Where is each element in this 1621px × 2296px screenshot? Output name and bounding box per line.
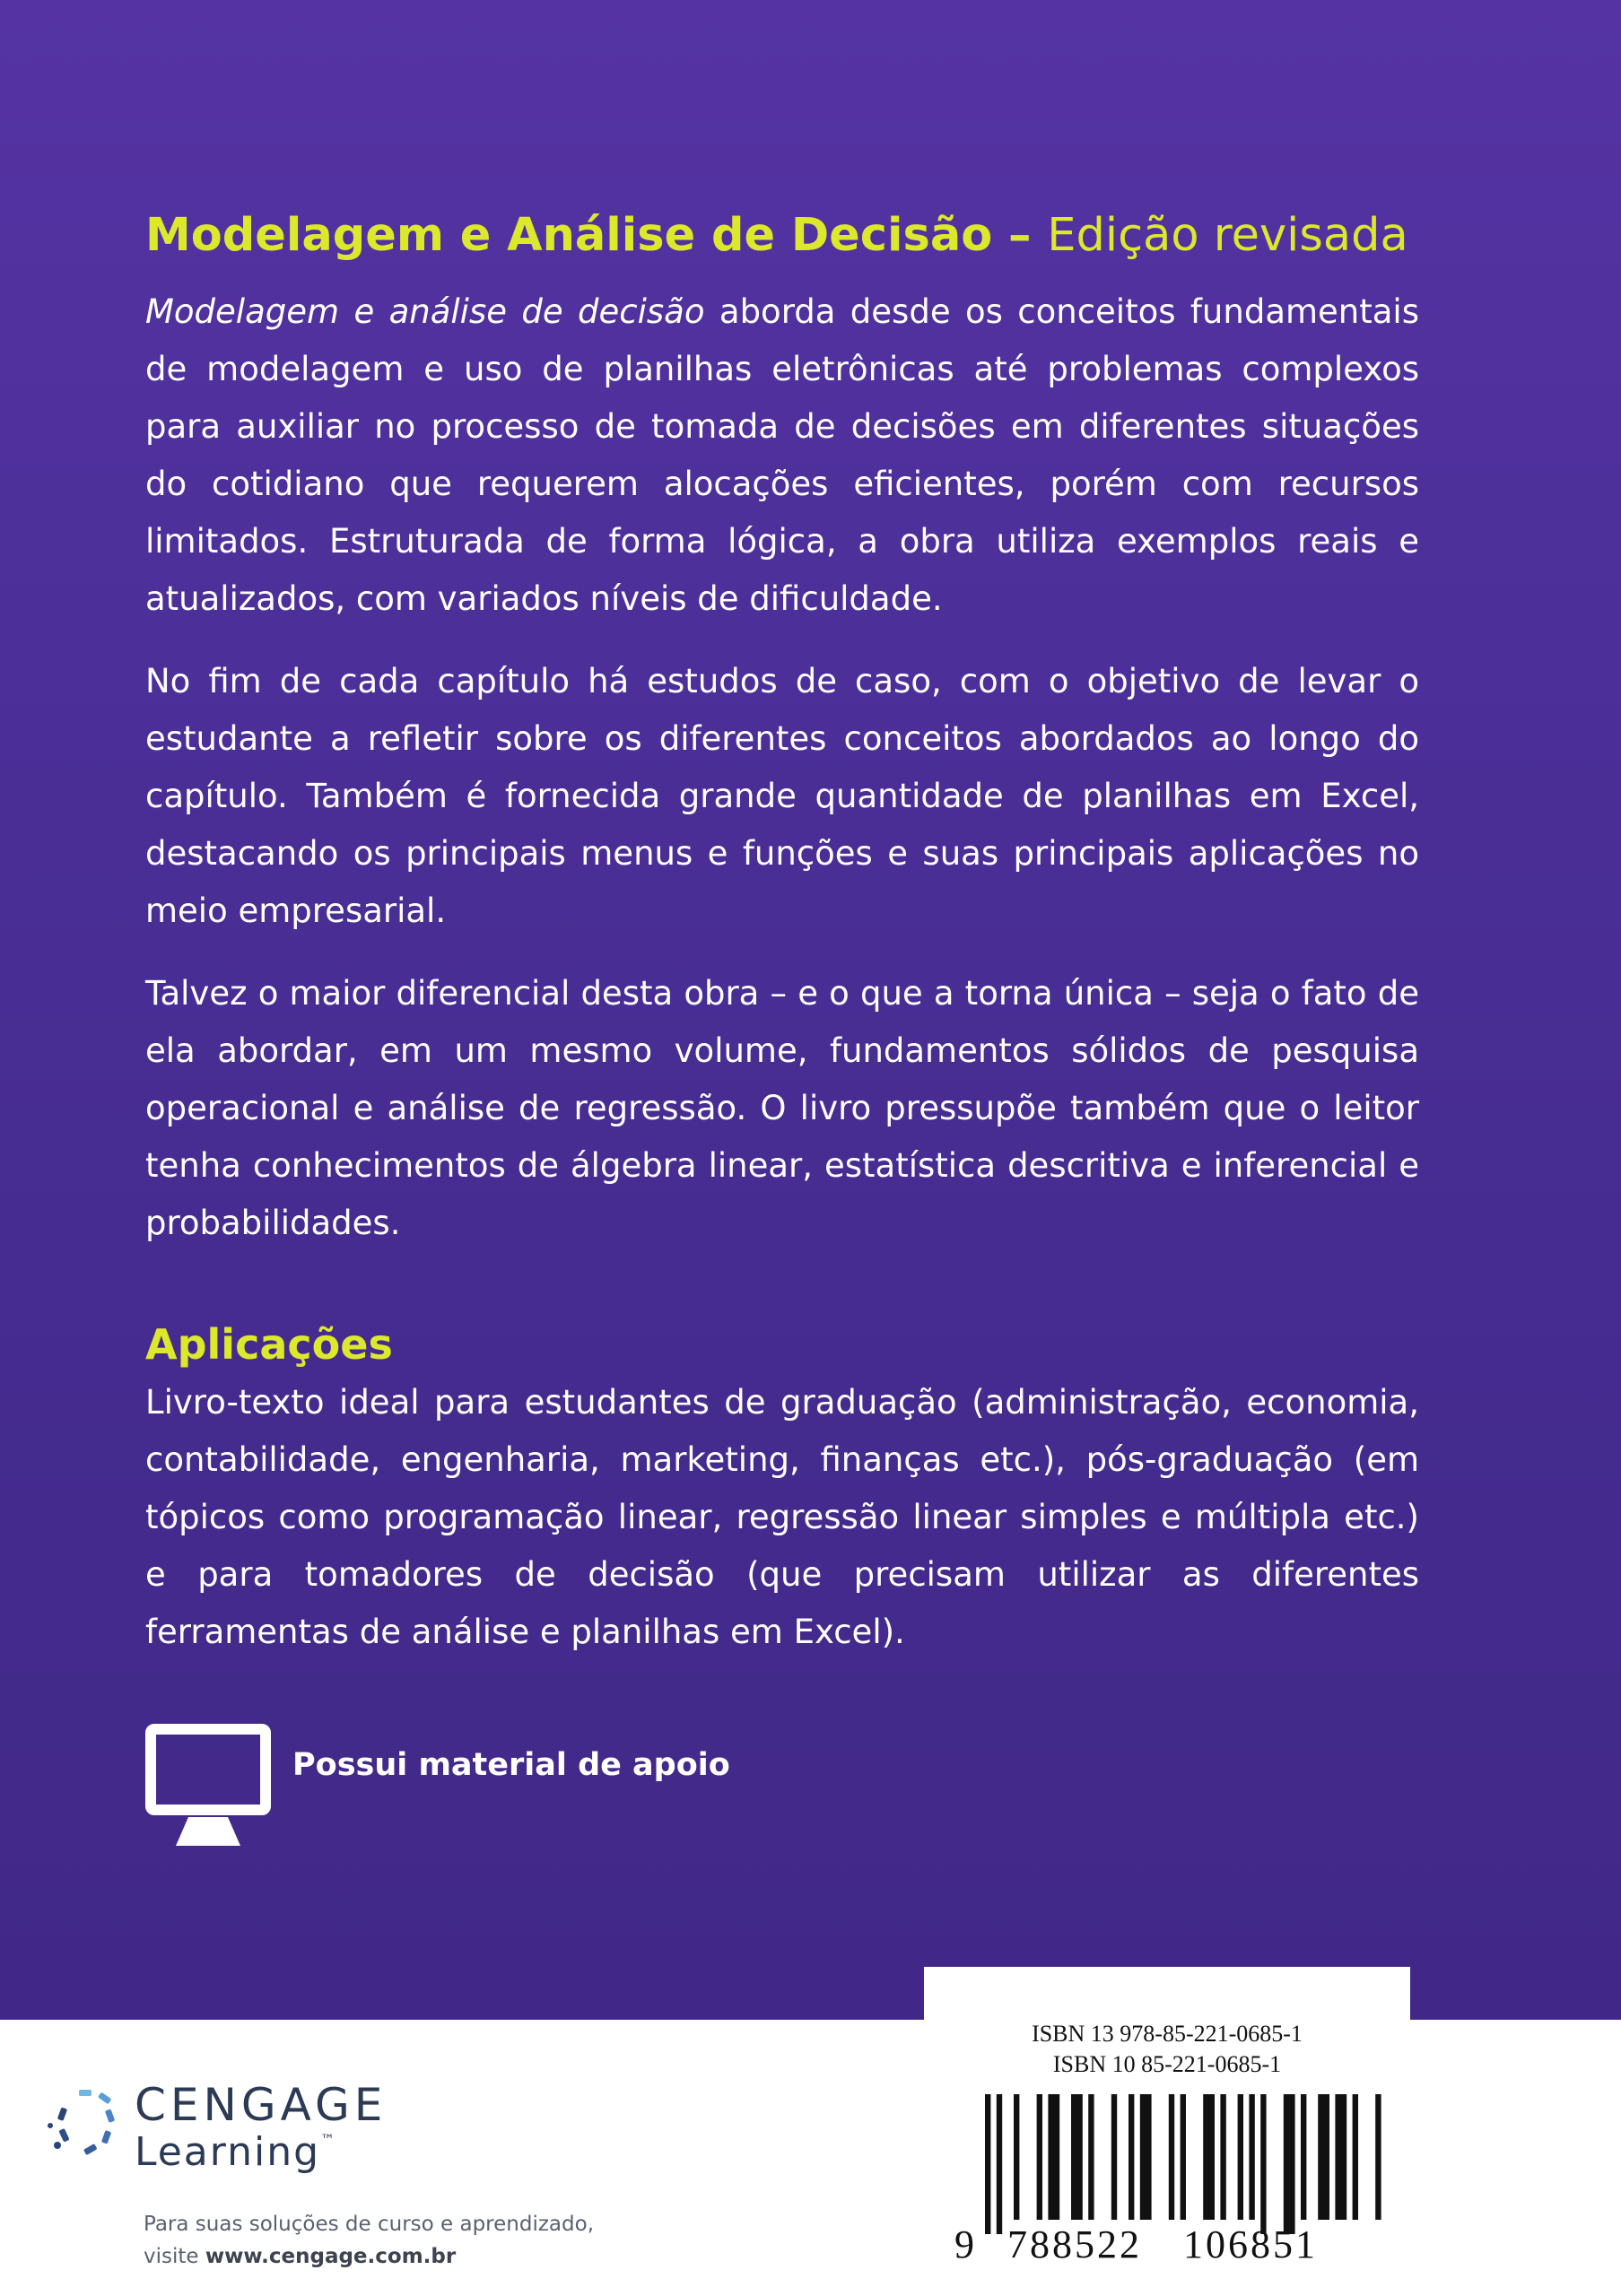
barcode-bar [1375,2094,1381,2220]
book-title [145,206,1419,265]
monitor-icon [145,1724,271,1849]
barcode-bar [1048,2094,1059,2220]
title-edition: Edição revisada [1047,209,1408,262]
barcode-bar [1181,2094,1186,2220]
publisher-tagline [144,2208,771,2273]
visit-prefix: visite [144,2245,205,2268]
barcode-digits-group-1: 788522 [1007,2222,1142,2265]
barcode-lead-digit: 9 [954,2222,974,2265]
cengage-logo [36,2079,574,2190]
barcode-graphic [954,2094,1385,2265]
barcode-bar [1071,2094,1083,2220]
barcode-bar [1014,2094,1019,2220]
barcode-panel [924,1967,1410,2296]
cover-content [145,206,1419,1686]
barcode-bars [985,2094,1385,2234]
barcode-bar [1249,2094,1254,2220]
barcode-bar [1301,2094,1306,2220]
tagline-text: Para suas soluções de curso e aprendizado, [144,2213,595,2236]
barcode-bar [1335,2094,1346,2220]
barcode-bar [1088,2094,1094,2220]
title-dash: – [992,209,1048,262]
barcode-bar [1203,2094,1215,2220]
publisher-url: www.cengage.com.br [205,2245,457,2268]
barcode-bar [1220,2094,1225,2220]
applications-paragraph: Livro-texto ideal para estudantes de graduação (administração, economia, contabilidade, engenharia, marketing, finanças etc.), pós-graduação (em tópicos como programação linear, regressão linear simples e múltipla etc.) e para tomadores de decisão (que precisam utilizar as diferentes ferramentas de análise e planilhas em Excel). [145,1383,1419,1652]
support-material-label: Possui material de apoio [292,1747,730,1783]
barcode-bar [1037,2094,1042,2220]
title-main: Modelagem e Análise de Decisão [145,209,993,262]
barcode-digits-group-2: 106851 [1183,2222,1318,2265]
barcode-bar [1111,2094,1117,2220]
description-paragraph-1 [145,283,1419,628]
applications-heading: Aplicações [145,1320,393,1370]
barcode-bar [997,2094,1002,2234]
barcode-bar [985,2094,990,2234]
learning-text: Learning [135,2129,321,2175]
isbn-13-label: ISBN 13 978-85-221-0685-1 [1032,2021,1303,2047]
cengage-learning-wordmark [135,2129,336,2175]
barcode-bar [1169,2094,1174,2220]
trademark-symbol: ™ [320,2131,336,2148]
barcode-bar [1353,2094,1358,2220]
description-book-name: Modelagem e análise de decisão [145,292,705,332]
description-paragraph-3: Talvez o maior diferencial desta obra – e o que a torna única – seja o fato de ela abordar, em um mesmo volume, fundamentos sólidos de pesquisa operacional e análise de regressão. O livro pressupõe também que o leitor tenha conhecimentos de álgebra linear, estatística descritiva e inferencial e probabilidades. [145,974,1419,1243]
description-paragraph-2: No fim de cada capítulo há estudos de caso, com o objetivo de levar o estudante a refletir sobre os diferentes conceitos abordados ao longo do capítulo. Também é fornecida grande quantidade de planilhas em Excel, destacando os principais menus e funções e suas principais aplicações no meio empresarial. [145,662,1419,931]
isbn-10-label: ISBN 10 85-221-0685-1 [1052,2051,1282,2077]
description-p1-text: aborda desde os conceitos fundamentais de modelagem e uso de planilhas eletrônicas até problemas complexos para auxiliar no processo de tomada de decisões em diferentes situações do cotidiano que requerem alocações eficientes, porém com recursos limitados. Estruturada de forma lógica, a obra utiliza exemplos reais e atualizados, com variados níveis de dificuldade. [145,292,1419,619]
barcode-bar [1284,2094,1295,2234]
cengage-wordmark: CENGAGE [135,2079,388,2131]
barcode-bar [1260,2094,1266,2234]
barcode-bar [1140,2094,1152,2220]
barcode-bar [1129,2094,1134,2220]
visit-line [144,2240,771,2273]
barcode-bar [1238,2094,1243,2220]
cengage-logo-mark-icon [36,2083,126,2172]
support-material-notice [145,1724,953,1849]
barcode-bar [1318,2094,1329,2220]
